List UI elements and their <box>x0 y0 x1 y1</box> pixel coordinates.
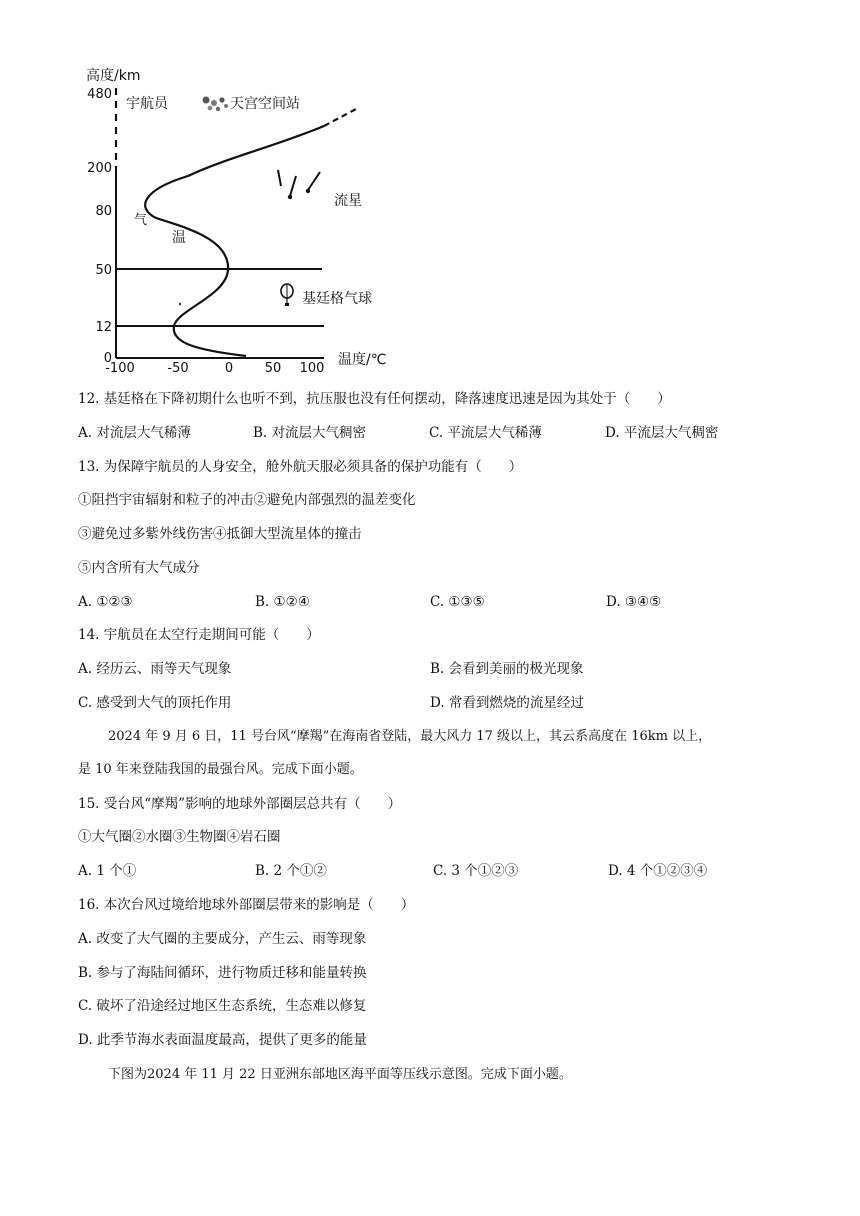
balloon-label: 基廷格气球 <box>302 291 372 307</box>
q13-item-line: ③避免过多紫外线伤害④抵御大型流星体的撞击 <box>78 526 362 542</box>
y-tick: 12 <box>95 320 112 335</box>
astronaut-icon <box>203 97 229 112</box>
x-tick: -50 <box>167 361 189 376</box>
y-axis-title: 高度/km <box>86 68 141 84</box>
station-label: 天宫空间站 <box>230 96 300 112</box>
temperature-curve-dashed <box>324 108 358 126</box>
x-tick: 50 <box>264 361 282 376</box>
q12-option-b[interactable]: B. 对流层大气稠密 <box>253 425 367 441</box>
q14-option-c[interactable]: C. 感受到大气的顶托作用 <box>78 695 232 711</box>
typhoon-passage-line-2: 是 10 年来登陆我国的最强台风。完成下面小题。 <box>78 762 363 777</box>
q16-option-a[interactable]: A. 改变了大气圈的主要成分，产生云、雨等现象 <box>78 931 367 947</box>
q16-option-c[interactable]: C. 破坏了沿途经过地区生态系统，生态难以修复 <box>78 998 367 1014</box>
q13-option-d[interactable]: D. ③④⑤ <box>606 594 662 610</box>
q12-option-d[interactable]: D. 平流层大气稠密 <box>605 425 719 441</box>
y-tick: 50 <box>95 263 112 278</box>
q12-stem: 12. 基廷格在下降初期什么也听不到，抗压服也没有任何摆动，降落速度迅速是因为其处于（ ） <box>78 391 671 407</box>
y-tick: 0 <box>103 351 112 366</box>
q15-stem: 15. 受台风“摩羯”影响的地球外部圈层总共有（ ） <box>78 796 402 812</box>
q14-option-a[interactable]: A. 经历云、雨等天气现象 <box>78 661 232 677</box>
q14-option-b[interactable]: B. 会看到美丽的极光现象 <box>430 661 584 677</box>
q13-option-b[interactable]: B. ①②④ <box>255 594 310 610</box>
x-axis-title: 温度/℃ <box>338 352 387 368</box>
q16-stem: 16. 本次台风过境给地球外部圈层带来的影响是（ ） <box>78 897 415 913</box>
q13-item-line: ①阻挡宇宙辐射和粒子的冲击②避免内部强烈的温差变化 <box>78 492 416 508</box>
q16-option-b[interactable]: B. 参与了海陆间循环，进行物质迁移和能量转换 <box>78 965 367 981</box>
atmosphere-diagram <box>76 58 406 376</box>
q15-option-a[interactable]: A. 1 个① <box>78 863 137 879</box>
q16-option-d[interactable]: D. 此季节海水表面温度最高，提供了更多的能量 <box>78 1032 367 1048</box>
q13-item-line: ⑤内含所有大气成分 <box>78 560 200 576</box>
temp-label-1: 气 <box>134 213 148 228</box>
atmosphere-figure <box>76 58 406 376</box>
y-tick: 480 <box>87 87 112 102</box>
q13-stem: 13. 为保障宇航员的人身安全，舱外航天服必须具备的保护功能有（ ） <box>78 459 523 475</box>
q15-option-c[interactable]: C. 3 个①②③ <box>433 863 519 879</box>
y-tick: 200 <box>87 161 112 176</box>
q14-option-d[interactable]: D. 常看到燃烧的流星经过 <box>430 695 584 711</box>
map-passage: 下图为2024 年 11 月 22 日亚洲东部地区海平面等压线示意图。完成下面小题。 <box>108 1067 572 1082</box>
q14-stem: 14. 宇航员在太空行走期间可能（ ） <box>78 627 320 643</box>
q12-option-c[interactable]: C. 平流层大气稀薄 <box>429 425 542 441</box>
meteor-label: 流星 <box>334 193 362 209</box>
q13-option-a[interactable]: A. ①②③ <box>78 594 133 610</box>
typhoon-passage-line-1: 2024 年 9 月 6 日，11 号台风“摩羯”在海南省登陆，最大风力 17 级以上，其云系高度在 16km 以上， <box>108 729 712 744</box>
temp-label-2: 温 <box>172 230 186 246</box>
q15-item-line: ①大气圈②水圈③生物圈④岩石圈 <box>78 829 281 845</box>
balloon-icon <box>281 284 293 306</box>
q13-option-c[interactable]: C. ①③⑤ <box>430 594 485 610</box>
x-tick: -100 <box>105 361 135 376</box>
meteor-icon <box>278 170 320 199</box>
x-tick: 100 <box>299 361 325 376</box>
q12-option-a[interactable]: A. 对流层大气稀薄 <box>78 425 191 441</box>
q15-option-b[interactable]: B. 2 个①② <box>255 863 327 879</box>
y-tick: 80 <box>95 204 112 219</box>
x-tick: 0 <box>224 361 234 376</box>
astronaut-label: 宇航员 <box>126 96 168 112</box>
q15-option-d[interactable]: D. 4 个①②③④ <box>608 863 708 879</box>
